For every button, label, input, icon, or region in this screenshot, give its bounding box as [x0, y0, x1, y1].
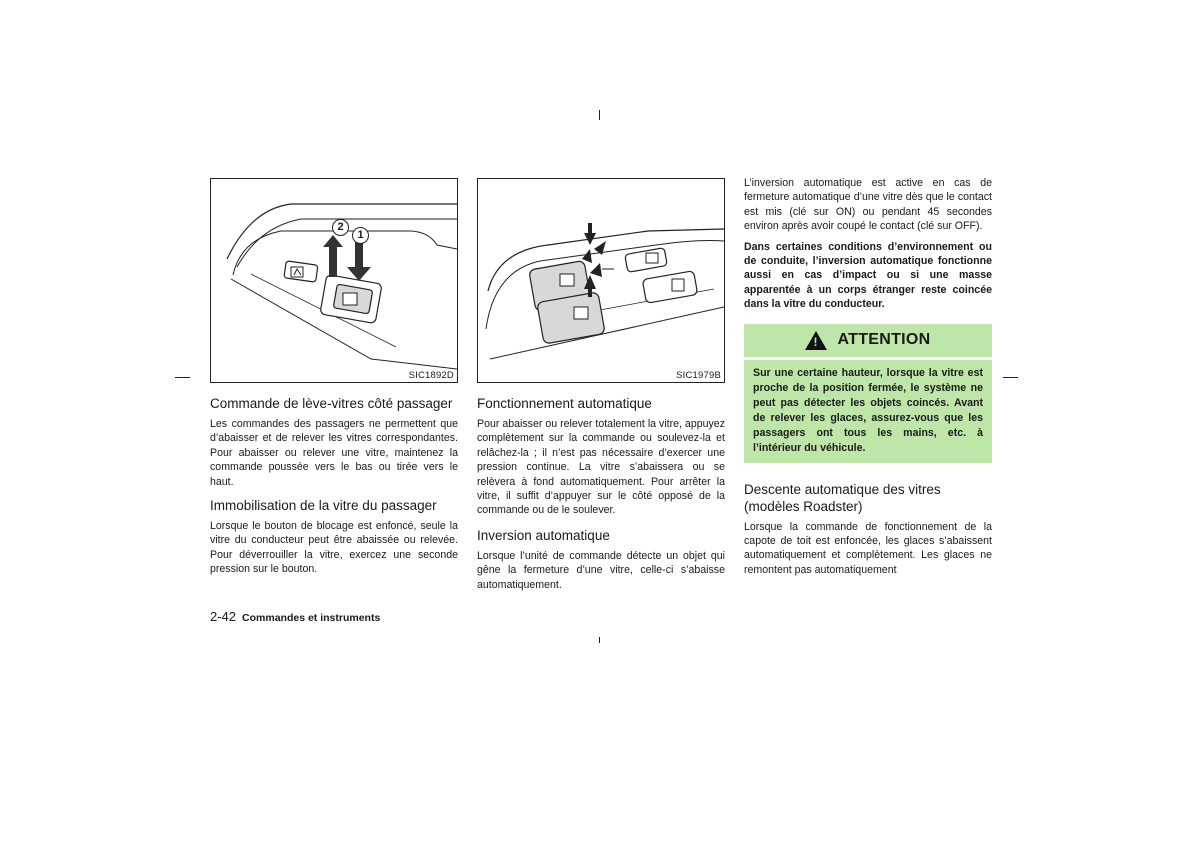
middle-column — [477, 178, 725, 592]
warning-triangle-icon — [805, 331, 827, 350]
passenger-switch-figure — [210, 178, 458, 383]
section-heading: Commande de lève-vitres côté passager — [210, 396, 453, 411]
left-column — [210, 178, 458, 577]
section-name: Commandes et instruments — [242, 612, 381, 624]
section-heading: Fonctionnement automatique — [477, 396, 652, 411]
warning-exclamation: ! — [813, 334, 818, 349]
crop-mark-left — [175, 377, 190, 378]
crop-mark-top — [599, 110, 600, 120]
paragraph: Les commandes des passagers ne permettent que d’abaisser et de relever les vitres correspondantes. Pour abaisser ou relever une vitre, maintenez la commande poussée vers le bas ou tirée vers le haut. — [210, 418, 458, 488]
driver-switch-illustration — [478, 179, 724, 382]
driver-switch-figure — [477, 178, 725, 383]
callout-1-badge — [352, 227, 369, 244]
section-heading: Immobilisation de la vitre du passager — [210, 498, 437, 514]
attention-box — [744, 324, 992, 463]
attention-body — [744, 360, 992, 463]
right-column — [744, 176, 992, 577]
paragraph: Lorsque l’unité de commande détecte un objet qui gêne la fermeture d’une vitre, celle-ci s’abaisse automatiquement. — [477, 549, 725, 591]
section-heading: Descente automatique des vitres (modèles Roadster) — [744, 481, 941, 514]
attention-text: Sur une certaine hauteur, lorsque la vitre est proche de la position fermée, le système ne peut pas détecter les objets coincés. Avant de relever les glaces, assurez-vous que les passagers ont tous les mains, etc. à l’intérieur du véhicule. — [753, 366, 983, 454]
page-footer — [210, 609, 380, 624]
crop-mark-right — [1003, 377, 1018, 378]
attention-title: ATTENTION — [837, 331, 931, 349]
paragraph: Pour abaisser ou relever totalement la vitre, appuyez complètement sur la commande ou soulevez-la et relâchez-la ; il n’est pas nécessaire d’exercer une pression continue. La vitre s’abaissera ou se relèvera à fond automatiquement. Pour arrêter la vitre, il suffit d’appuyer sur le côté opposé de la commande ou de le soulever. — [477, 418, 725, 517]
figure-code: SIC1979B — [676, 370, 721, 381]
paragraph: L’inversion automatique est active en cas de fermeture automatique d’une vitre dès que le contact est mis (clé sur ON) ou pendant 45 secondes environ après avoir coupé le contact (clé sur OFF). — [744, 177, 992, 233]
paragraph: Lorsque le bouton de blocage est enfoncé, seule la vitre du conducteur peut être abaissée ou relevée. Pour déverrouiller la vitre, exercez une seconde pression sur le bouton. — [210, 520, 458, 576]
section-heading: Inversion automatique — [477, 527, 610, 543]
callout-2-badge — [332, 219, 349, 236]
bold-paragraph: Dans certaines conditions d’environnement ou de conduite, l’inversion automatique fonctionne aussi en cas d’impact ou si une masse apparentée à un corps étranger reste coincée dans la vitre du conducteur. — [744, 240, 992, 311]
callout-1-label: 1 — [357, 229, 364, 241]
attention-header — [744, 324, 992, 357]
crop-mark-bottom — [599, 637, 600, 643]
page-number: 2-42 — [210, 609, 237, 624]
callout-2-label: 2 — [337, 221, 344, 233]
paragraph: Lorsque la commande de fonctionnement de la capote de toit est enfoncée, les glaces s’abaissent automatiquement et complètement. Les glaces ne remontent pas automatiquement — [744, 520, 992, 576]
figure-code: SIC1892D — [408, 370, 454, 381]
passenger-switch-illustration — [211, 179, 457, 382]
